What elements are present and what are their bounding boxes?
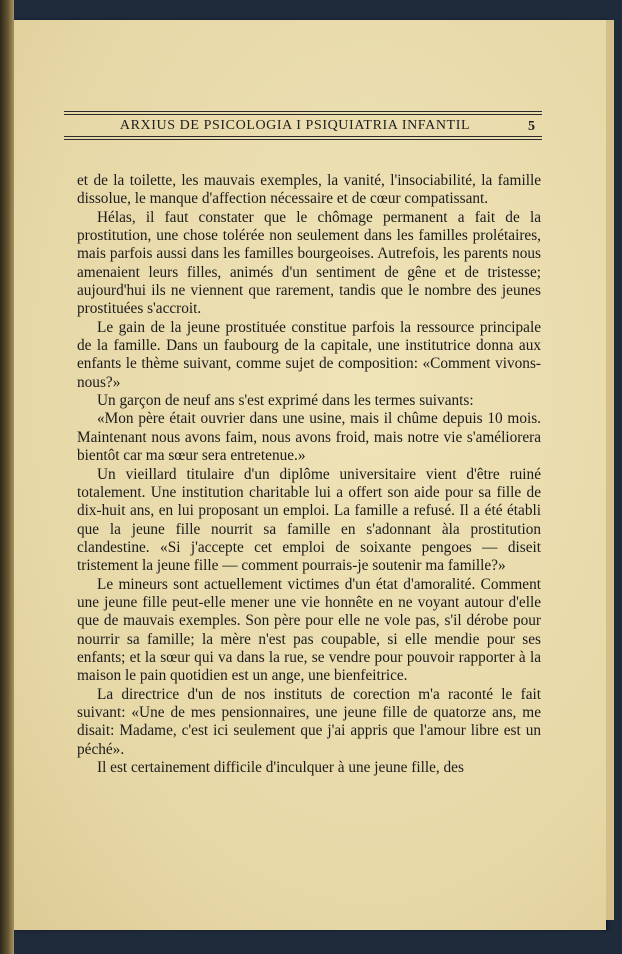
page-edge — [606, 20, 614, 920]
header-rule-bottom — [64, 136, 542, 137]
body-text — [77, 172, 541, 777]
page-number: 5 — [528, 119, 535, 134]
paragraph: Un vieillard titulaire d'un diplôme universitaire vient d'être ruiné totalement. Une institution charitable lui a offert son aide pour sa fille de dix-huit ans, en lui proposant un emploi. La famille a refusé. Il a été établi que la jeune fille nourrit sa famille en s'adonnant àla prostitution clandestine. «Si j'accepte cet emploi de soixante pengoes — diseit tristement la jeune fille — comment pourrais-je soutenir ma famille?» — [77, 465, 541, 575]
paragraph: Un garçon de neuf ans s'est exprimé dans les termes suivants: — [97, 392, 474, 410]
book-spine-strip — [0, 0, 14, 954]
paragraph: et de la toilette, les mauvais exemples, la vanité, l'insociabilité, la famille dissolue, le manque d'affection nécessaire et de cœur compatissant. — [77, 172, 541, 208]
paragraph: «Mon père était ouvrier dans une usine, mais il chûme depuis 10 mois. Maintenant nous avons faim, nous avons froid, mais notre vie s'améliorera bientôt car ma sœur sera entretenue.» — [77, 410, 541, 465]
header-rule-top — [64, 111, 542, 112]
paragraph: Il est certainement difficile d'inculquer à une jeune fille, des — [97, 759, 464, 776]
running-header-title: ARXIUS DE PSICOLOGIA I PSIQUIATRIA INFANTIL — [119, 118, 471, 133]
paragraph: La directrice d'un de nos instituts de corection m'a raconté le fait suivant: «Une de mes pensionnaires, une jeune fille de quatorze ans, me disait: Madame, c'est ici seulement que j'ai appris que l'amour libre est un péché». — [77, 685, 541, 758]
paragraph: Le mineurs sont actuellement victimes d'un état d'amoralité. Comment une jeune fille peut-elle mener une vie honnête en ne voyant autour d'elle que de mauvais exemples. Son père pour elle ne vole pas, s'il dérobe pour nourrir sa famille; la mère n'est pas coupable, si elle mendie pour ses enfants; et la sœur qui va dans la rue, se vendre pour pouvoir rapporter à la maison le pain quotidien est un ange, une bienfeitrice. — [77, 575, 541, 685]
header-rule-top-2 — [64, 114, 542, 115]
paragraph: Hélas, il faut constater que le chômage permanent a fait de la prostitution, une chose tolérée non seulement dans les familles prolétaires, mais parfois aussi dans les familles bourgeoises. Autrefois, les parents nous amenaient leurs filles, animés d'un sentiment de gêne et de tristesse; aujourd'hui ils ne viennent que rarement, tandis que le nombre des jeunes prostituées s'accroit. — [77, 208, 541, 318]
header-rule-bottom-2 — [64, 139, 542, 140]
paragraph: Le gain de la jeune prostituée constitue parfois la ressource principale de la famille. Dans un faubourg de la capitale, une institutrice donna aux enfants le thème suivant, comme sujet de composition: «Comment vivons-nous?» — [77, 318, 541, 391]
